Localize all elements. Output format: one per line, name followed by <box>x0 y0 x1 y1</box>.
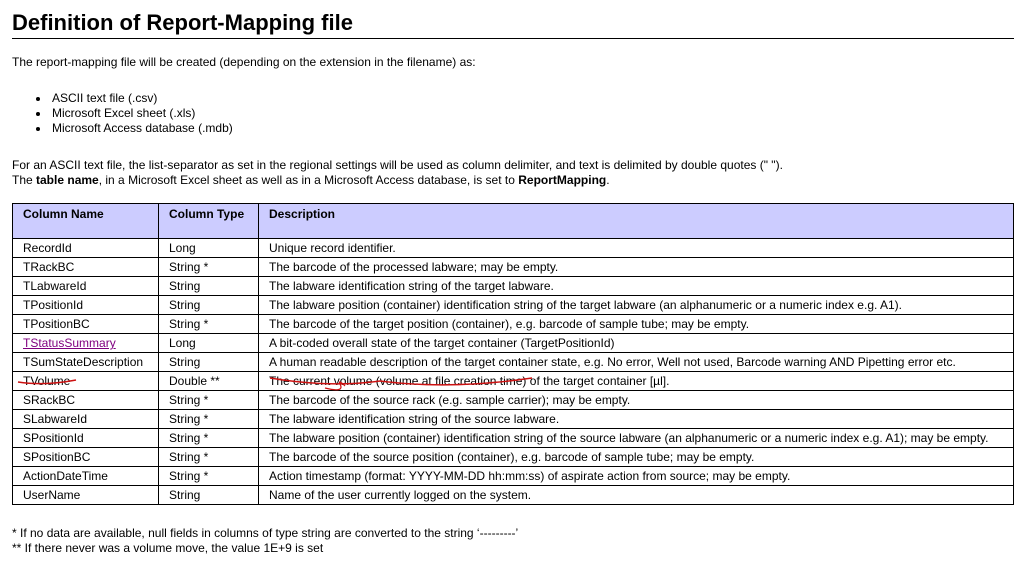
list-item: • ASCII text file (.csv) <box>50 91 233 106</box>
tstatussummary-link[interactable]: TStatusSummary <box>13 334 159 353</box>
cell-description: Action timestamp (format: YYYY-MM-DD hh:mm:ss) of aspirate action from source; may be empty. <box>259 467 1014 486</box>
list-item: • Microsoft Excel sheet (.xls) <box>50 106 233 121</box>
cell-description: The barcode of the processed labware; may be empty. <box>259 258 1014 277</box>
cell-column-type: String <box>159 353 259 372</box>
header-column-name: Column Name <box>13 204 159 239</box>
table-row <box>13 334 1014 353</box>
cell-description: Unique record identifier. <box>259 239 1014 258</box>
cell-column-name: TPositionId <box>13 296 159 315</box>
cell-description: A human readable description of the target container state, e.g. No error, Well not used, Barcode warning AND Pipetting error etc. <box>259 353 1014 372</box>
cell-column-name: UserName <box>13 486 159 505</box>
table-row <box>13 486 1014 505</box>
cell-description: The labware identification string of the target labware. <box>259 277 1014 296</box>
cell-description: The labware position (container) identification string of the target labware (an alphanumeric or a numeric index e.g. A1). <box>259 296 1014 315</box>
cell-description: The labware position (container) identification string of the source labware (an alphanumeric or a numeric index e.g. A1); may be empty. <box>259 429 1014 448</box>
cell-column-type: String <box>159 277 259 296</box>
cell-description: The current volume (volume at file creation time) of the target container [µl]. <box>259 372 1014 391</box>
table-name-note <box>12 173 1012 188</box>
cell-column-name: SPositionId <box>13 429 159 448</box>
cell-description: A bit-coded overall state of the target container (TargetPositionId) <box>259 334 1014 353</box>
cell-description: The barcode of the target position (container), e.g. barcode of sample tube; may be empty. <box>259 315 1014 334</box>
cell-column-name: ActionDateTime <box>13 467 159 486</box>
table-row <box>13 353 1014 372</box>
cell-column-type: String * <box>159 258 259 277</box>
cell-column-type: String * <box>159 448 259 467</box>
table-note-text: , in a Microsoft Excel sheet as well as in a Microsoft Access database, is set to <box>98 173 519 187</box>
cell-description: The labware identification string of the source labware. <box>259 410 1014 429</box>
table-row <box>13 372 1014 391</box>
table-row <box>13 429 1014 448</box>
cell-column-type: Long <box>159 334 259 353</box>
report-mapping-term: ReportMapping <box>518 173 607 187</box>
cell-column-name: TRackBC <box>13 258 159 277</box>
table-name-term: table name <box>36 173 99 187</box>
format-list <box>32 91 233 136</box>
cell-description: The barcode of the source rack (e.g. sample carrier); may be empty. <box>259 391 1014 410</box>
footnote-string: * If no data are available, null fields in columns of type string are converted to the string ‘---------’ <box>12 526 519 540</box>
cell-column-type: String <box>159 486 259 505</box>
cell-column-type: String * <box>159 391 259 410</box>
cell-column-name: TLabwareId <box>13 277 159 296</box>
table-row <box>13 410 1014 429</box>
cell-description: The barcode of the source position (container), e.g. barcode of sample tube; may be empty. <box>259 448 1014 467</box>
table-row <box>13 296 1014 315</box>
header-column-type: Column Type <box>159 204 259 239</box>
ascii-note: For an ASCII text file, the list-separator as set in the regional settings will be used as column delimiter, and text is delimited by double quotes (" "). <box>12 158 783 172</box>
ascii-paragraph <box>12 158 1012 188</box>
cell-column-name: RecordId <box>13 239 159 258</box>
header-description: Description <box>259 204 1014 239</box>
cell-column-type: String <box>159 296 259 315</box>
table-body <box>13 239 1014 505</box>
cell-column-type: Long <box>159 239 259 258</box>
cell-column-type: String * <box>159 467 259 486</box>
cell-column-name: TSumStateDescription <box>13 353 159 372</box>
table-row <box>13 315 1014 334</box>
cell-column-name: SPositionBC <box>13 448 159 467</box>
cell-column-name: TVolume <box>13 372 159 391</box>
table-row <box>13 239 1014 258</box>
table-note-text: . <box>606 173 610 187</box>
intro-paragraph: The report-mapping file will be created (depending on the extension in the filename) as: <box>12 55 476 69</box>
report-mapping-table <box>12 203 1014 505</box>
table-row <box>13 258 1014 277</box>
cell-description: Name of the user currently logged on the system. <box>259 486 1014 505</box>
page-title: Definition of Report-Mapping file <box>12 8 1014 39</box>
table-row <box>13 277 1014 296</box>
list-item: • Microsoft Access database (.mdb) <box>50 121 233 136</box>
cell-column-name: SLabwareId <box>13 410 159 429</box>
table-row <box>13 391 1014 410</box>
table-note-text: The <box>12 173 37 187</box>
cell-column-type: String * <box>159 410 259 429</box>
footnote-volume: ** If there never was a volume move, the value 1E+9 is set <box>12 541 324 555</box>
table-header-row <box>13 204 1014 239</box>
table-row <box>13 467 1014 486</box>
table-row <box>13 448 1014 467</box>
cell-column-type: Double ** <box>159 372 259 391</box>
cell-column-name: TPositionBC <box>13 315 159 334</box>
cell-column-type: String * <box>159 315 259 334</box>
cell-column-type: String * <box>159 429 259 448</box>
cell-column-name: SRackBC <box>13 391 159 410</box>
